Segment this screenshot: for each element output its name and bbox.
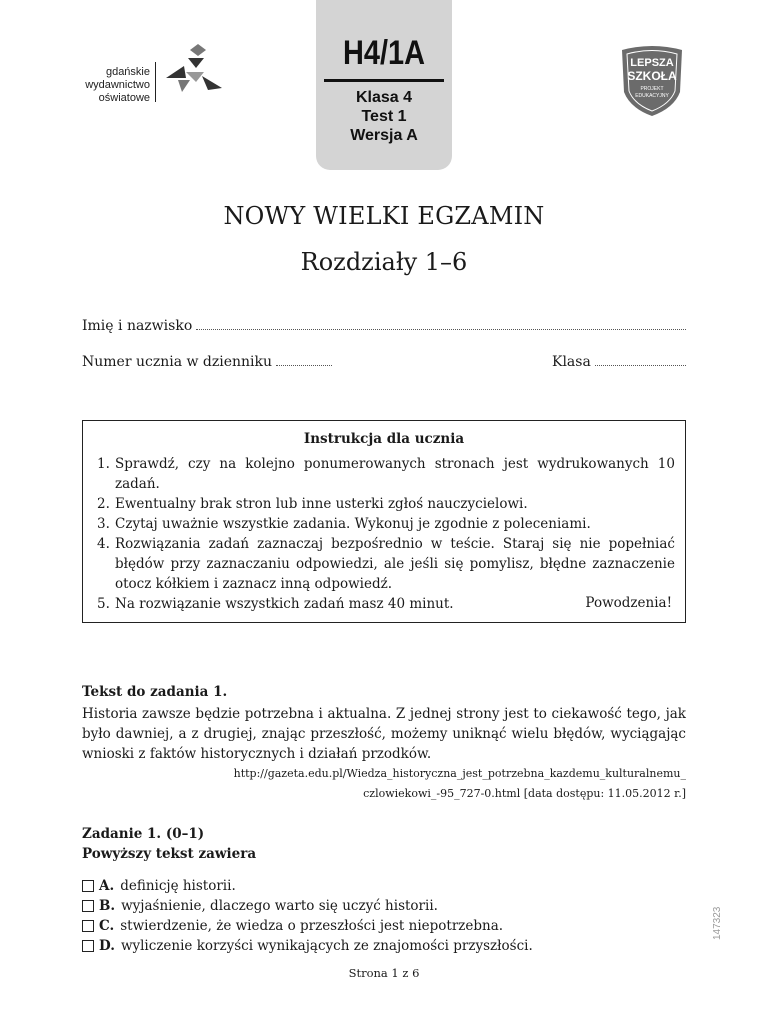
instruction-item: 2. Ewentualny brak stron lub inne usterki zgłoś nauczycielowi. — [97, 496, 528, 512]
exam-subtitle: Rozdziały 1–6 — [300, 248, 468, 276]
option-c-checkbox[interactable] — [82, 920, 94, 932]
exam-title: NOWY WIELKI EGZAMIN — [223, 202, 545, 230]
student-number-row — [82, 354, 332, 370]
test-label: Test 1 — [361, 108, 407, 125]
page-number: Strona 1 z 6 — [348, 966, 420, 980]
class-field-row — [552, 354, 686, 370]
option-d[interactable]: D. wyliczenie korzyści wynikających ze znajomości przyszłości. — [82, 936, 686, 956]
badge-line-4: EDUKACYJNY — [635, 93, 669, 99]
option-a-checkbox[interactable] — [82, 880, 94, 892]
instruction-item: 5. Na rozwiązanie wszystkich zadań masz 40 minut. — [97, 596, 454, 612]
option-b[interactable]: B. wyjaśnienie, dlaczego warto się uczyć historii. — [82, 896, 686, 916]
task-text-body: Historia zawsze będzie potrzebna i aktualna. Z jednej strony jest to ciekawość tego, jak było dawniej, a z drugiej, znając przeszłość, możemy uniknąć wielu błędów, wyciągając wnioski z faktów historycznych i działań przodków. — [82, 706, 686, 762]
task-1-heading: Zadanie 1. (0–1) — [82, 826, 205, 842]
badge-line-3: PROJEKT — [640, 86, 664, 92]
logo-divider — [155, 62, 156, 102]
instruction-item: 3. Czytaj uważnie wszystkie zadania. Wykonuj je zgodnie z poleceniami. — [97, 516, 591, 532]
name-field-label: Imię i nazwisko — [82, 318, 193, 334]
instructions-list — [97, 454, 675, 614]
option-b-checkbox[interactable] — [82, 900, 94, 912]
task-1-options — [82, 876, 686, 956]
class-label: Klasa 4 — [355, 89, 413, 106]
class-field-label: Klasa — [552, 354, 591, 370]
instruction-item: 4. Rozwiązania zadań zaznaczaj bezpośrednio w teście. Staraj się nie popełniać błędów przy zaznaczaniu odpowiedzi, ale jeśli się pomylisz, błędne zaznaczenie otocz kółkiem i zaznacz inną odpowiedź. — [97, 536, 675, 592]
source-line-2: czlowiekowi_-95_727-0.html [data dostępu: 11.05.2012 r.] — [363, 787, 686, 800]
publisher-logo-icon — [160, 42, 224, 98]
publisher-line-1: gdańskie — [105, 66, 150, 78]
student-number-label: Numer ucznia w dzienniku — [82, 354, 273, 370]
publisher-line-3: oświatowe — [98, 92, 150, 104]
test-code: H4/1A — [343, 34, 425, 72]
publisher-line-2: wydawnictwo — [85, 79, 150, 91]
option-d-checkbox[interactable] — [82, 940, 94, 952]
badge-line-2: SZKOŁA — [627, 69, 677, 83]
side-code: 147323 — [712, 906, 723, 940]
student-number-line[interactable] — [276, 364, 332, 366]
version-label: Wersja A — [350, 127, 418, 144]
name-field-line[interactable] — [196, 328, 686, 330]
instructions-title: Instrukcja dla ucznia — [303, 431, 465, 447]
name-field-row — [82, 318, 686, 334]
badge-line-1: LEPSZA — [630, 57, 674, 69]
task-text-label: Tekst do zadania 1. — [82, 684, 228, 700]
task-1-question: Powyższy tekst zawiera — [82, 846, 257, 862]
option-a[interactable]: A. definicję historii. — [82, 876, 686, 896]
lepsza-szkola-badge-icon — [618, 44, 686, 118]
header-divider — [324, 79, 444, 82]
instruction-item: 1. Sprawdź, czy na kolejno ponumerowanych stronach jest wydrukowanych 10 zadań. — [97, 456, 675, 492]
source-line-1: http://gazeta.edu.pl/Wiedza_historyczna_jest_potrzebna_kazdemu_kulturalnemu_ — [233, 767, 686, 780]
option-c[interactable]: C. stwierdzenie, że wiedza o przeszłości jest niepotrzebna. — [82, 916, 686, 936]
class-field-line[interactable] — [595, 364, 686, 366]
publisher-name — [78, 66, 150, 105]
instructions-closing: Powodzenia! — [585, 595, 672, 611]
